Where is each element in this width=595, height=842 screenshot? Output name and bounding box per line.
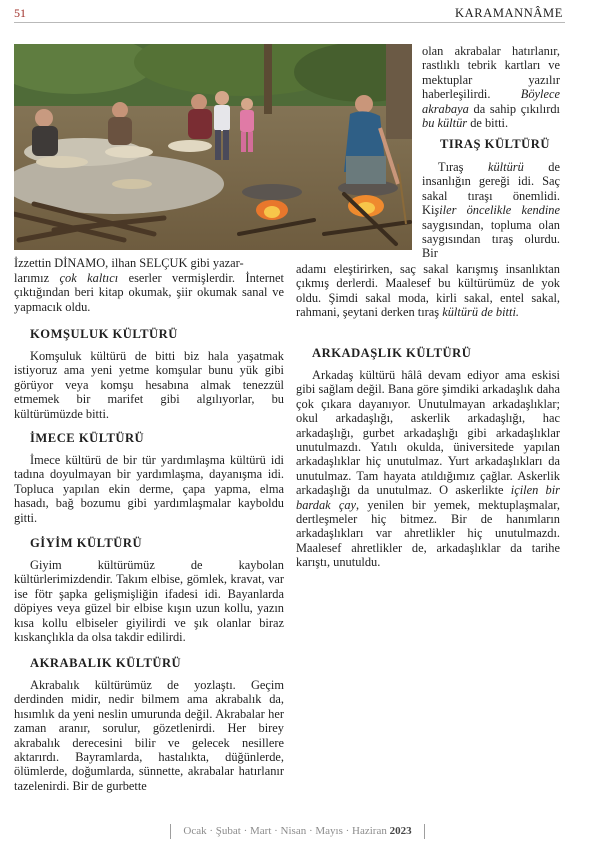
magazine-title: KARAMANNÂME [455,6,563,20]
heading-akrabalik: AKRABALIK KÜLTÜRÜ [30,656,182,670]
heading-komsuluk: KOMŞULUK KÜLTÜRÜ [30,327,178,341]
footer-year: 2023 [389,825,412,838]
paragraph-tiras-start: Tıraş kültürü de insanlığın gereği idi. Saç sakal tıraşı önemlidi. Kişiler öncelikle kendine saygısından, topluma olan saygısından tıraş olurdu. Bir [422,160,560,261]
footer-divider-right [424,824,425,839]
photo-bread-baking-icon [14,44,412,250]
footer-divider-left [170,824,171,839]
paragraph-tiras-end: adamı eleştirirken, saç sakal karışmış insanlıktan çıkmış derlerdi. Maalesef bu kültürümüz de yok oldu. Şimdi sakal moda, kirli sakal, entel sakal, rahmani, şeytani derken tıraş kültürü de bitti. [296,262,560,320]
page-number: 51 [14,6,26,20]
heading-giyim: GİYİM KÜLTÜRÜ [30,536,143,550]
header-divider [14,22,565,23]
intro-line: İzzettin DİNAMO, ilhan SELÇUK gibi yazar- [14,256,244,270]
footer [0,824,595,839]
paragraph-komsuluk: Komşuluk kültürü de bitti biz hala yaşatmak istiyoruz ama yeni yetme komşular bunu yük gibi görüyor veya komşu hesabına almak tenezzül etmemek bir marifet gibi algılıyorlar, bu kültürümüzde bitti. [14,349,284,421]
paragraph-imece: İmece kültürü de bir tür yardımlaşma kültürü idi tadına doyulmayan bir yardımlaşma, dayanışma idi. Topluca yapılan ekin derme, çapa yapma, elma hasadı, bağ bozumu gibi yardımlaşmalar kayboldu gitti. [14,453,284,525]
intro-paragraph: larımız çok kaltıcı eserler vermişlerdir. İnternet çıktığından beri kitap okumak, şiir okumak sanal ve yapmacık oldu. [14,271,284,314]
footer-months: Ocak · Şubat · Mart · Nisan · Mayıs · Haziran [183,825,387,838]
heading-arkadaslik: ARKADAŞLIK KÜLTÜRÜ [312,346,472,360]
photo-bread-baking [14,44,412,250]
heading-imece: İMECE KÜLTÜRÜ [30,431,145,445]
paragraph-arkadaslik: Arkadaş kültürü hâlâ devam ediyor ama eskisi gibi sağlam değil. Bana göre şimdiki arkadaşlık daha çok çıkara dayanıyor. Unutulmayan arkadaşlıklar; okul arkadaşlığı, askerlik arkadaşlığı, hac arkadaşlığı, gurbet arkadaşlığı gibi arkadaşlıklar unutulmazdı. Yatılı okulda, üniversitede yapılan arkadaşlıklar hiç unutulmaz. Yurt arkadaşlıkları da unutulmaz. Tam hayata atıldığımız çağlar. Askerlik arkadaşlığı da unutulmaz. O askerlikte içilen bir bardak çay, yenilen bir yemek, mektuplaşmalar, dertleşmeler hiç bitmez. Bir de hanımların arkadaşlıkları var ahretlikler hiç unutulmazdı. Maalesef ahretlikler de, arkadaşlıklar da tarihe karıştı, unutuldu. [296,368,560,570]
paragraph-giyim: Giyim kültürümüz de kaybolan kültürlerimizdendir. Takım elbise, gömlek, kravat, var ise fötr şapka gelişmişliğin ifadesi idi. Bayanlarda döpiyes veya güzel bir elbise kışın uzun kollu, yazın kısa kollu elbiseler giyilirdi ve şık olanlar biraz kıskançlıkla da olsa takdir edilirdi. [14,558,284,645]
heading-tiras: TIRAŞ KÜLTÜRÜ [440,137,550,151]
paragraph-akrabalik-continued: olan akrabalar hatırlanır, rastlıklı tebrik kartları ve mektuplar yazılır haberleşilirdi. Böylece akrabaya da sahip çıkılırdı bu kültür de bitti. [422,44,560,131]
paragraph-akrabalik: Akrabalık kültürümüz de yozlaştı. Geçim derdinden midir, nedir bilmem ama akrabalık da, hısımlık da yeni neslin umurunda değil. Akrabalar her zaman aranır, sorulur, gözetlenirdi. Her birey akrabalık derecesini bilir ve gelecek nesillere aktarırdı. Bayramlarda, hastalıkta, düğünlerde, ölümlerde, doğumlarda, sünnette, akrabalar hatırlanır tazelenirdi. Bir de gurbette [14,678,284,793]
